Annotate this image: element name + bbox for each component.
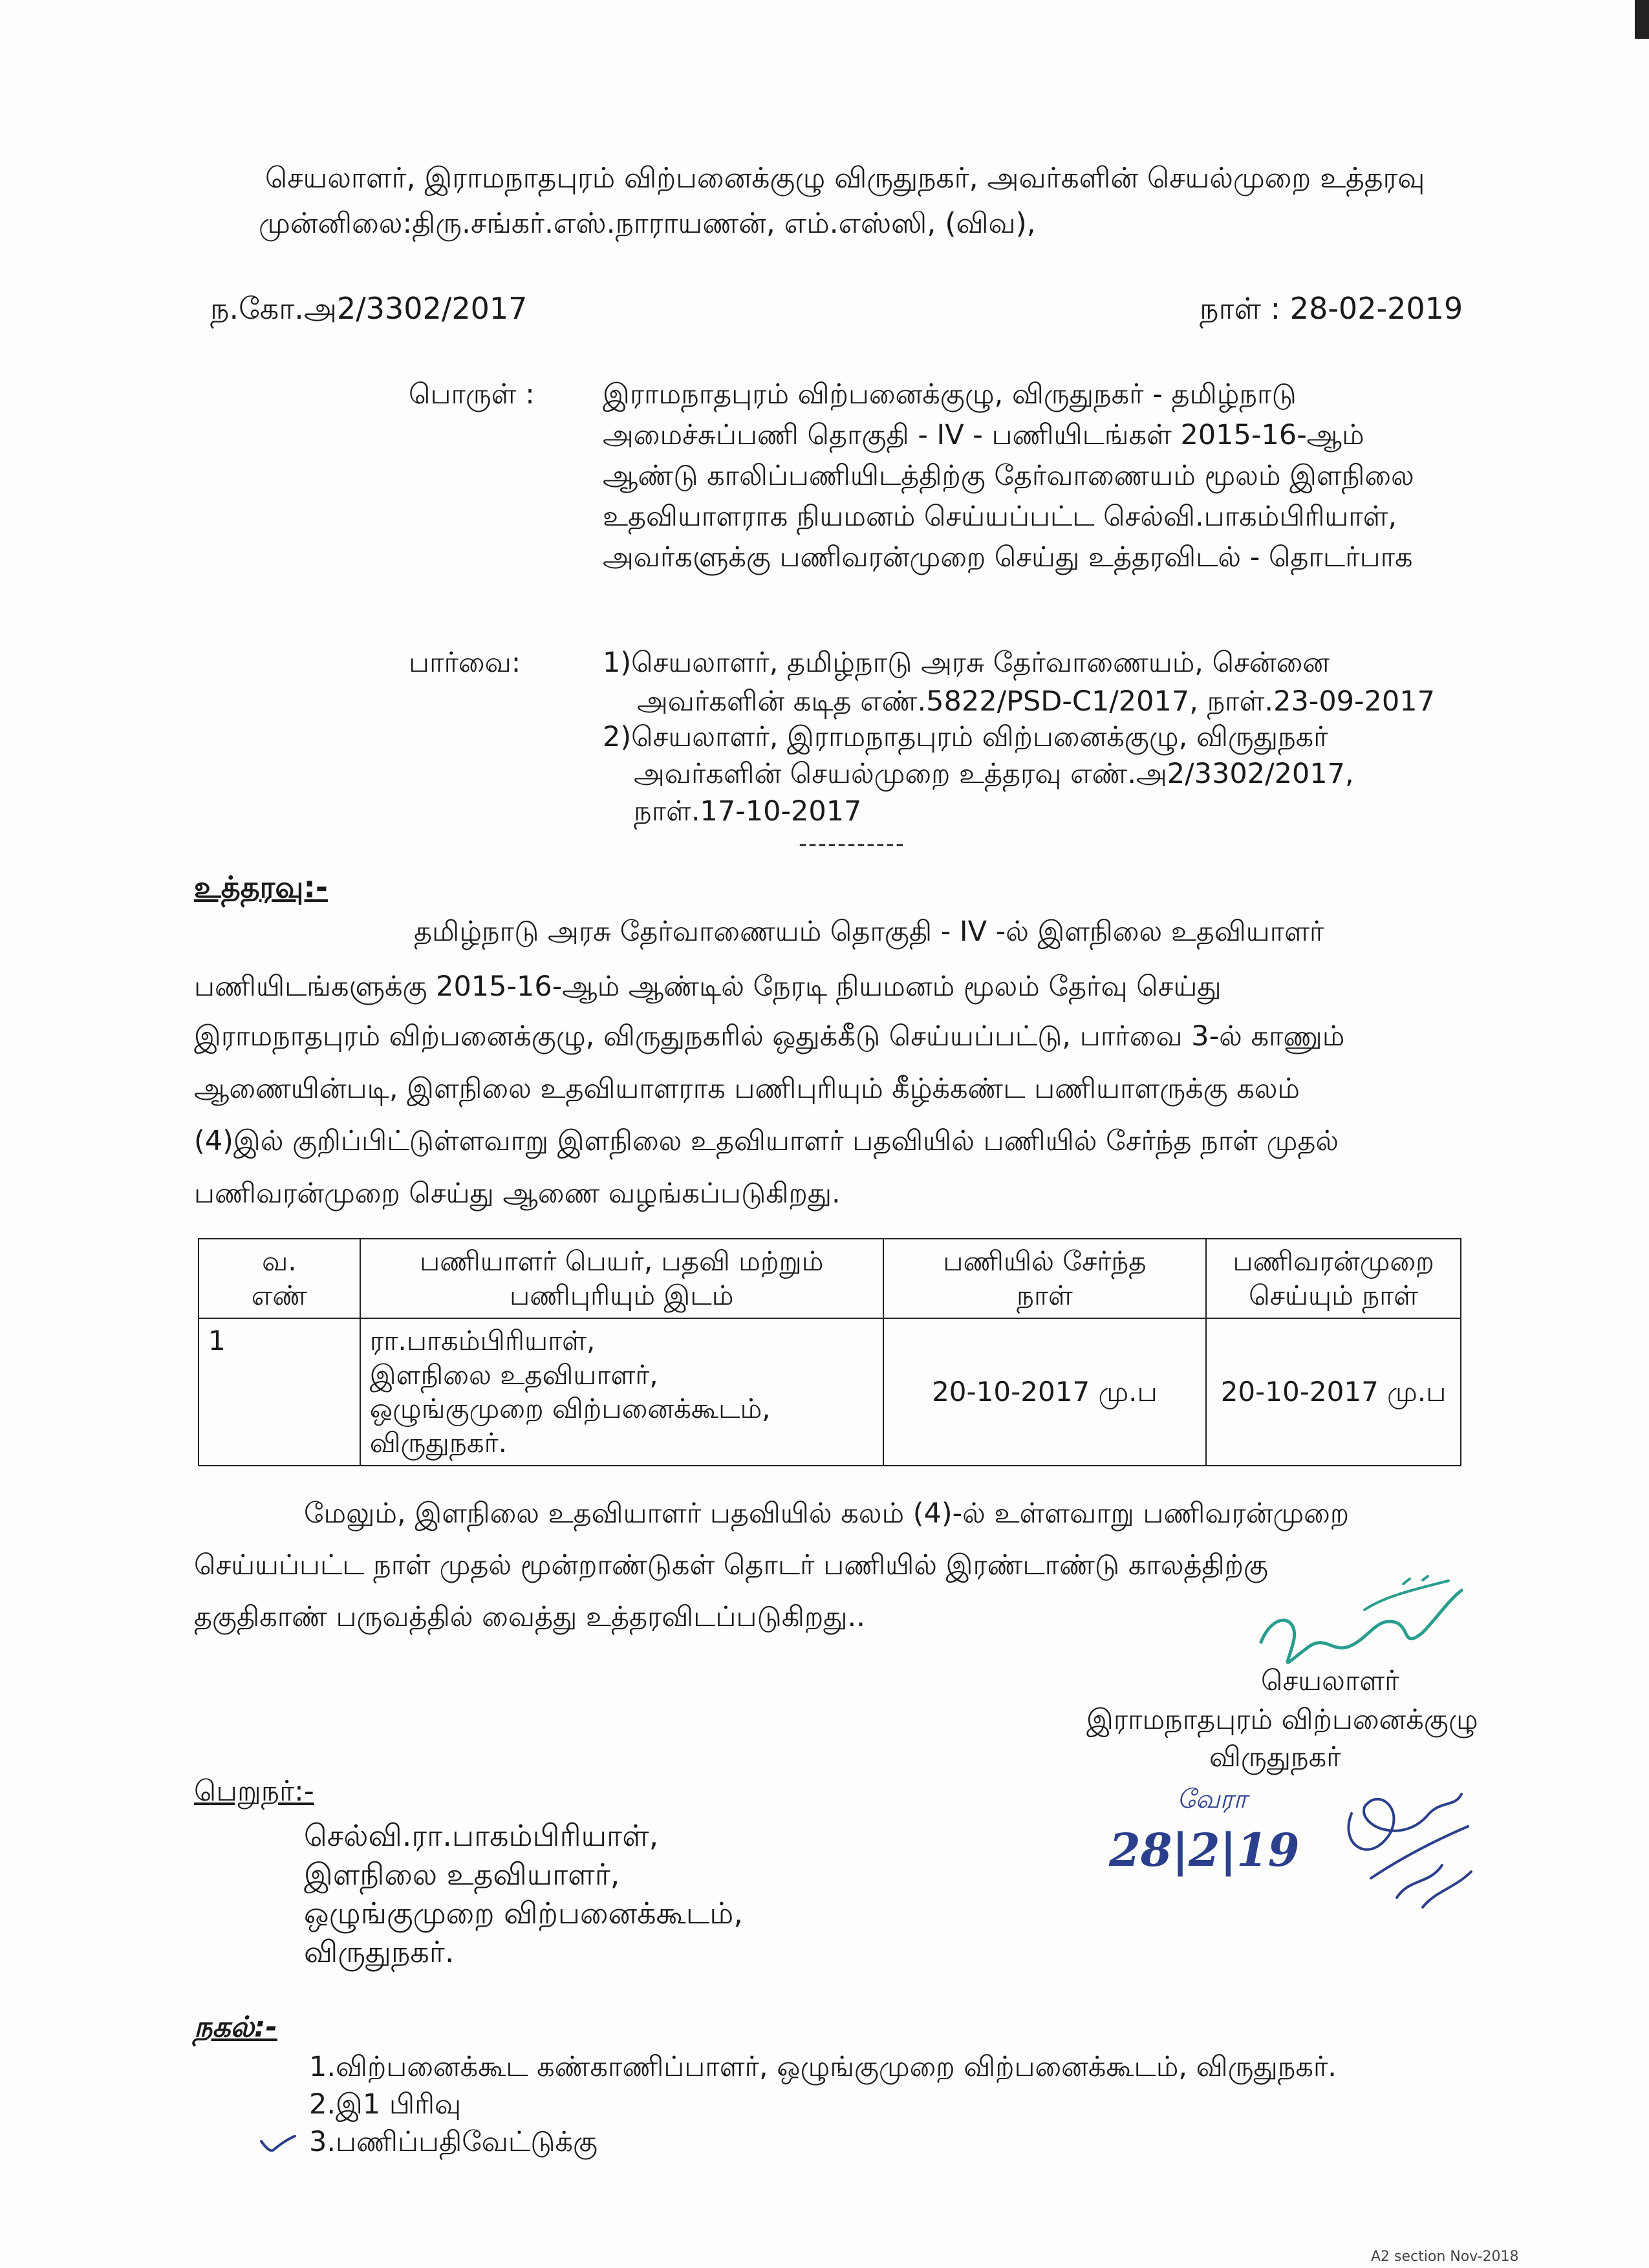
further-paragraph-line: செய்யப்பட்ட நாள் முதல் மூன்றாண்டுகள் தொடர் பணியில் இரண்டாண்டு காலத்திற்கு xyxy=(194,1549,1268,1581)
header-text: பணியாளர் பெயர், பதவி மற்றும் xyxy=(419,1245,824,1277)
scan-edge-mark xyxy=(1635,0,1649,39)
copy-item: 3.பணிப்பதிவேட்டுக்கு xyxy=(309,2126,598,2158)
reference-line: நாள்.17-10-2017 xyxy=(634,795,862,828)
reference-line: 2)செயலாளர், இராமநாதபுரம் விற்பனைக்குழு, விருதுநகர் xyxy=(603,721,1328,753)
subject-text xyxy=(603,378,1414,582)
header-text: பணிவரன்முறை xyxy=(1233,1245,1434,1277)
table-row xyxy=(199,1318,1461,1466)
header-regularization-date xyxy=(1206,1239,1461,1318)
reference-number: ந.கோ.அ2/3302/2017 xyxy=(210,291,528,326)
recipient-line: ஒழுங்குமுறை விற்பனைக்கூடம், xyxy=(304,1896,743,1931)
cell-regularization-date: 20-10-2017 மு.ப xyxy=(1206,1318,1461,1466)
order-date: நாள் : 28-02-2019 xyxy=(1200,291,1463,326)
header-name-post xyxy=(360,1239,883,1318)
tick-mark-icon xyxy=(259,2132,297,2156)
separator-dashes: ----------- xyxy=(799,831,905,857)
cell-joining-date: 20-10-2017 மு.ப xyxy=(883,1318,1206,1466)
copy-heading: நகல்:- xyxy=(194,2011,277,2044)
reference-line: 1)செயலாளர், தமிழ்நாடு அரசு தேர்வாணையம், சென்னை xyxy=(603,647,1330,679)
recipient-heading: பெறுநர்:- xyxy=(194,1775,314,1808)
subject-line: ஆண்டு காலிப்பணியிடத்திற்கு தேர்வாணையம் மூலம் இளநிலை xyxy=(603,460,1414,492)
further-paragraph-line: மேலும், இளநிலை உதவியாளர் பதவியில் கலம் (4)-ல் உள்ளவாறு பணிவரன்முறை xyxy=(304,1497,1350,1530)
order-paragraph-line: (4)இல் குறிப்பிட்டுள்ளவாறு இளநிலை உதவியாளர் பதவியில் பணியில் சேர்ந்த நாள் முதல் xyxy=(194,1125,1339,1157)
cell-serial: 1 xyxy=(199,1318,360,1466)
table-header-row xyxy=(199,1239,1461,1318)
header-joining-date xyxy=(883,1239,1206,1318)
reference-label: பார்வை: xyxy=(409,647,521,679)
header-line-1: செயலாளர், இராமநாதபுரம் விற்பனைக்குழு விருதுநகர், அவர்களின் செயல்முறை உத்தரவு xyxy=(265,162,1425,195)
detail-line: இளநிலை உதவியாளர், xyxy=(369,1358,658,1391)
further-paragraph-line: தகுதிகாண் பருவத்தில் வைத்து உத்தரவிடப்படுகிறது.. xyxy=(194,1601,865,1633)
order-paragraph-line: தமிழ்நாடு அரசு தேர்வாணையம் தொகுதி - IV -ல் இளநிலை உதவியாளர் xyxy=(414,915,1324,948)
recipient-line: செல்வி.ரா.பாகம்பிரியாள், xyxy=(304,1818,659,1853)
header-serial xyxy=(199,1239,360,1318)
reference-line: அவர்களின் கடித எண்.5822/PSD-C1/2017, நாள்.23-09-2017 xyxy=(637,685,1435,718)
appointment-table xyxy=(198,1238,1461,1466)
subject-line: உதவியாளராக நியமனம் செய்யப்பட்ட செல்வி.பாகம்பிரியாள், xyxy=(603,500,1397,533)
order-paragraph-line: பணியிடங்களுக்கு 2015-16-ஆம் ஆண்டில் நேரடி நியமனம் மூலம் தேர்வு செய்து xyxy=(194,970,1222,1003)
subject-line: இராமநாதபுரம் விற்பனைக்குழு, விருதுநகர் - தமிழ்நாடு xyxy=(603,378,1297,411)
received-word: வேரா xyxy=(1177,1784,1247,1814)
order-paragraph-line: இராமநாதபுரம் விற்பனைக்குழு, விருதுநகரில் ஒதுக்கீடு செய்யப்பட்டு, பார்வை 3-ல் காணும் xyxy=(194,1020,1345,1053)
cell-employee-details xyxy=(360,1318,883,1466)
header-text: நாள் xyxy=(1017,1279,1073,1311)
order-paragraph-line: ஆணையின்படி, இளநிலை உதவியாளராக பணிபுரியும் கீழ்க்கண்ட பணியாளருக்கு கலம் xyxy=(194,1073,1300,1105)
header-line-2: முன்னிலை:திரு.சங்கர்.எஸ்.நாராயணன், எம்.எஸ்ஸி, (விவ), xyxy=(259,207,1036,240)
copy-item: 1.விற்பனைக்கூட கண்காணிப்பாளர், ஒழுங்குமுறை விற்பனைக்கூடம், விருதுநகர். xyxy=(309,2051,1337,2083)
recipient-line: விருதுநகர். xyxy=(304,1934,455,1969)
footer-section-note: A2 section Nov-2018 xyxy=(1371,2249,1519,2265)
copy-item: 2.இ1 பிரிவு xyxy=(309,2088,462,2121)
header-text: பணியில் சேர்ந்த xyxy=(943,1245,1147,1277)
detail-line: ரா.பாகம்பிரியாள், xyxy=(369,1325,596,1356)
signatory-title: செயலாளர் xyxy=(1261,1665,1399,1697)
signatory-organisation: இராமநாதபுரம் விற்பனைக்குழு xyxy=(1086,1704,1478,1736)
initials-signature xyxy=(1332,1768,1487,1923)
header-text: வ. xyxy=(262,1245,297,1277)
reference-line: அவர்களின் செயல்முறை உத்தரவு எண்.அ2/3302/2017, xyxy=(634,758,1354,790)
subject-label: பொருள் : xyxy=(409,378,535,411)
header-text: பணிபுரியும் இடம் xyxy=(510,1279,734,1311)
detail-line: ஒழுங்குமுறை விற்பனைக்கூடம், xyxy=(369,1393,771,1424)
signatory-place: விருதுநகர் xyxy=(1209,1741,1341,1773)
recipient-line: இளநிலை உதவியாளர், xyxy=(304,1857,620,1892)
header-text: எண் xyxy=(251,1279,307,1311)
subject-line: அமைச்சுப்பணி தொகுதி - IV - பணியிடங்கள் 2015-16-ஆம் xyxy=(603,419,1364,451)
detail-line: விருதுநகர். xyxy=(369,1426,507,1459)
received-date: 28|2|19 xyxy=(1109,1823,1300,1877)
order-paragraph-line: பணிவரன்முறை செய்து ஆணை வழங்கப்படுகிறது. xyxy=(194,1177,841,1210)
subject-line: அவர்களுக்கு பணிவரன்முறை செய்து உத்தரவிடல் - தொடர்பாக xyxy=(603,541,1413,573)
header-text: செய்யும் நாள் xyxy=(1249,1279,1418,1311)
order-heading: உத்தரவு:- xyxy=(194,870,328,904)
